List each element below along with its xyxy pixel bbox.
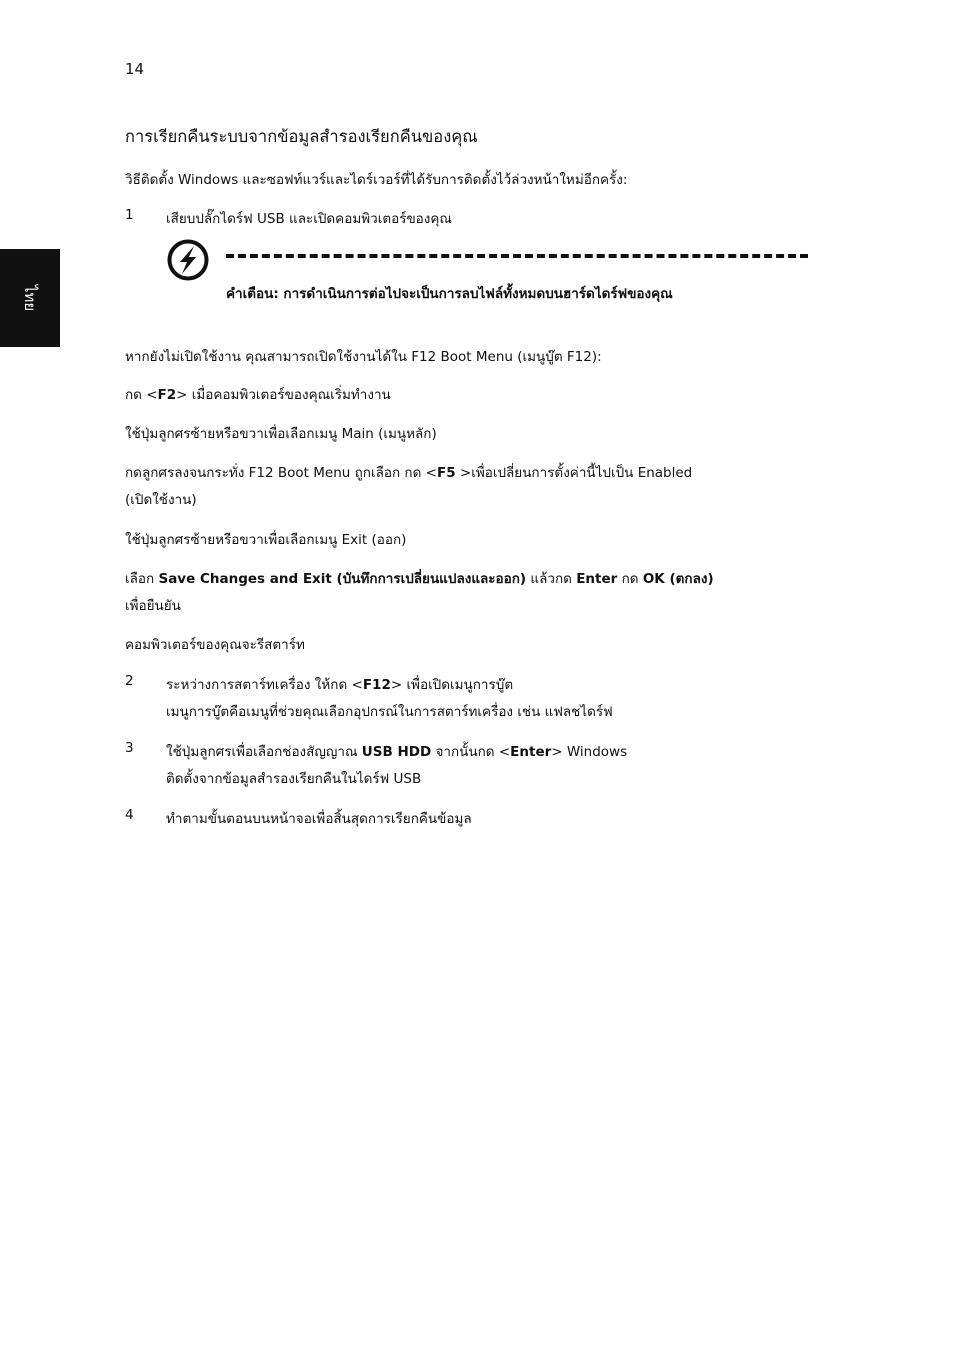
f12-step-save-line1 bbox=[125, 567, 714, 589]
text: กด bbox=[617, 571, 643, 587]
warning-divider bbox=[226, 254, 808, 258]
f12-step-press-f2 bbox=[125, 383, 391, 405]
side-tab-label: ไทย bbox=[21, 284, 39, 312]
usb-hdd-label: USB HDD bbox=[361, 744, 432, 760]
step-4-text: ทำตามขั้นตอนบนหน้าจอเพื่อสิ้นสุดการเรียกคืนข้อมูล bbox=[166, 811, 472, 827]
step-4-number: 4 bbox=[125, 807, 134, 823]
page-number: 14 bbox=[125, 60, 145, 78]
f12-step-exit-menu: ใช้ปุ่มลูกศรซ้ายหรือขวาเพื่อเลือกเมนู Exit (ออก) bbox=[125, 532, 407, 548]
key-f5: F5 bbox=[436, 465, 456, 481]
text: >เพื่อเปลี่ยนการตั้งค่านี้ไปเป็น Enabled bbox=[455, 465, 693, 481]
text: ระหว่างการสตาร์ทเครื่อง ให้กด < bbox=[166, 677, 363, 693]
text: กดลูกศรลงจนกระทั่ง F12 Boot Menu ถูกเลือก กด < bbox=[125, 465, 437, 481]
enter-key-label: Enter bbox=[576, 571, 618, 587]
intro-text: วิธีติดตั้ง Windows และซอฟท์แวร์และไดร์เวอร์ที่ได้รับการติดตั้งไว้ล่วงหน้าใหม่อีกครั้ง: bbox=[125, 172, 628, 188]
key-f12: F12 bbox=[362, 677, 391, 693]
text: > เพื่อเปิดเมนูการบู๊ต bbox=[390, 677, 514, 693]
enter-key-label: Enter bbox=[510, 744, 552, 760]
step-2-number: 2 bbox=[125, 673, 134, 689]
warning-bolt-icon bbox=[166, 238, 210, 282]
step-3-line2: ติดตั้งจากข้อมูลสำรองเรียกคืนในไดร์ฟ USB bbox=[166, 771, 422, 787]
step-3-line1 bbox=[166, 740, 627, 762]
text: เลือก bbox=[125, 571, 159, 587]
f12-step-restart: คอมพิวเตอร์ของคุณจะรีสตาร์ท bbox=[125, 637, 305, 653]
f12-step-save-line2: เพื่อยืนยัน bbox=[125, 598, 181, 614]
step-1-text: เสียบปลั๊กไดร์ฟ USB และเปิดคอมพิวเตอร์ของคุณ bbox=[166, 211, 452, 227]
step-1-number: 1 bbox=[125, 207, 134, 223]
step-2-line2: เมนูการบู๊ตคือเมนูที่ช่วยคุณเลือกอุปกรณ์ในการสตาร์ทเครื่อง เช่น แฟลชไดร์ฟ bbox=[166, 704, 613, 720]
step-2-line1 bbox=[166, 673, 513, 695]
f12-step-main-menu: ใช้ปุ่มลูกศรซ้ายหรือขวาเพื่อเลือกเมนู Main (เมนูหลัก) bbox=[125, 426, 437, 442]
f12-intro: หากยังไม่เปิดใช้งาน คุณสามารถเปิดใช้งานได้ใน F12 Boot Menu (เมนูบู๊ต F12): bbox=[125, 349, 602, 365]
key-f2: F2 bbox=[157, 387, 177, 403]
language-side-tab bbox=[0, 249, 60, 347]
step-3-number: 3 bbox=[125, 740, 134, 756]
text: > เมื่อคอมพิวเตอร์ของคุณเริ่มทำงาน bbox=[176, 387, 391, 403]
text: จากนั้นกด < bbox=[431, 744, 511, 760]
text: แล้วกด bbox=[526, 571, 577, 587]
f12-step-enable-line1 bbox=[125, 461, 692, 483]
text: กด < bbox=[125, 387, 158, 403]
save-changes-label: Save Changes and Exit (บันทึกการเปลี่ยนแปลงและออก) bbox=[158, 571, 527, 587]
f12-step-enable-line2: (เปิดใช้งาน) bbox=[125, 492, 197, 508]
text: ใช้ปุ่มลูกศรเพื่อเลือกช่องสัญญาณ bbox=[166, 744, 362, 760]
warning-text: คำเตือน: การดำเนินการต่อไปจะเป็นการลบไฟล์ทั้งหมดบนฮาร์ดไดร์ฟของคุณ bbox=[226, 286, 673, 302]
text: > Windows bbox=[551, 744, 628, 760]
ok-label: OK (ตกลง) bbox=[642, 571, 714, 587]
section-title: การเรียกคืนระบบจากข้อมูลสำรองเรียกคืนของคุณ bbox=[125, 127, 478, 146]
